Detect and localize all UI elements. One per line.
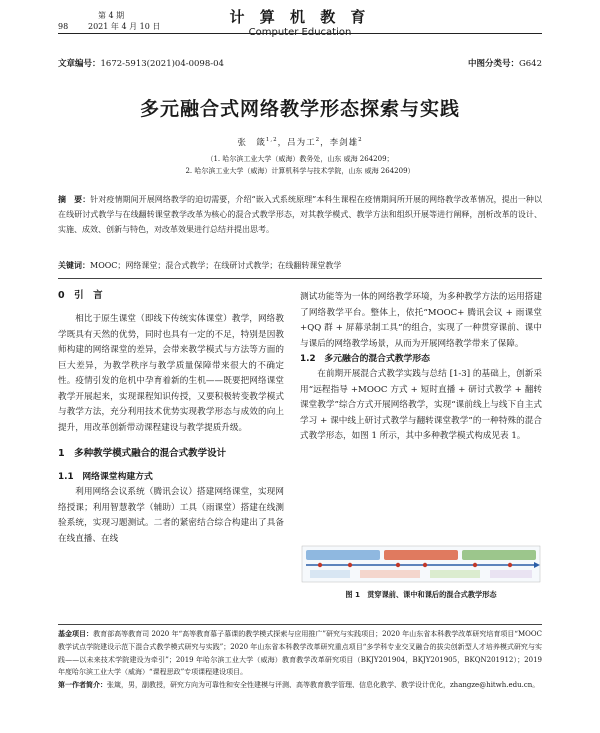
author-3: ，李剑雄 xyxy=(320,138,359,148)
figure-1-caption: 图 1 贯穿课前、课中和课后的混合式教学形态 xyxy=(345,590,497,599)
journal-title-en: Computer Education xyxy=(248,27,352,38)
journal-title: 计 算 机 教 育 xyxy=(229,8,371,26)
author-2-affil: 2 xyxy=(315,137,321,144)
affiliation-2: 2. 哈尔滨工业大学（威海）计算机科学与技术学院，山东 威海 264209） xyxy=(185,167,415,175)
abstract-text: 针对疫情期间开展网络教学的迫切需要，介绍“嵌入式系统原理”本科生课程在疫情期间所开展的网络教学改革情况，提出一种以在线研讨式教学与在线翻转课堂教学改革为核心的混合式教学形态，对其教学模式、教学方法和组织开展等进行阐释，剖析改革的设计、实施、成效、创新与特色，对改革效果进行总结并提出思考。 xyxy=(58,195,542,234)
right-column xyxy=(300,290,542,445)
running-header-left xyxy=(58,10,160,32)
author-1-affil: 1,2 xyxy=(265,137,278,144)
article-number-label: 文章编号： xyxy=(58,59,101,69)
article-number-value: 1672-5913(2021)04-0098-04 xyxy=(100,59,224,69)
section-1-1-paragraph: 利用网络会议系统（腾讯会议）搭建网络课堂，实现网络授课；利用智慧教学（辅助）工具（雨课堂）搭建在线测验系统，实现习题测试。二者的紧密结合综合构建出了具备在线直播、在线 xyxy=(58,487,284,544)
page-number: 98 xyxy=(58,22,69,31)
author-2: ，吕为工 xyxy=(277,138,316,148)
post-class-phase-block xyxy=(462,550,536,560)
author-bio-text: 张箴，男，副教授，研究方向为可靠性和安全性建模与评测、高等教育教学管理、信息化教学、教学设计优化，zhangze@hitwh.edu.cn。 xyxy=(107,681,540,690)
funding-text: 教育部高等教育司 2020 年“高等教育慕子慕课的教学模式探索与应用推广”研究与实践项目；2020 年山东省本科教学改革研究培育项目“MOOC 教学试点学院建设示范下混合式教学模式研究与实践”；2020 年山东省本科教学改革研究重点项目“多学科专业交叉融合的拔尖创新型人才培养模式研究与实践——以未来技术学院建设为牵引”；2019 年哈尔滨工业大学（威海）教育教学改革研究项目（BKJY201904，BKJY201905，BKQN201912）；2019 年度哈尔滨工业大学（威海）“课程思政”专项课程建设项目。 xyxy=(58,630,542,677)
classification-number xyxy=(468,57,542,69)
keywords-label: 关键词： xyxy=(58,261,90,270)
figure-1-diagram xyxy=(300,544,542,584)
section-1-2-paragraph: 在前期开展混合式教学实践与总结 [1-3] 的基础上，创新采用“远程指导 +MOOC 方式 + 短时直播 + 研讨式教学 + 翻转课堂教学”综合方式开展网络教学，实现“课前线上与线下自主式学习 + 课中线上研讨式教学与翻转课堂教学”的一种特殊的混合式教学形态，如图 1 所示，其中多种教学模式构成见表 1。 xyxy=(300,369,542,441)
keywords-rule xyxy=(58,278,542,279)
article-number xyxy=(58,57,224,69)
footnote-rule xyxy=(58,624,542,625)
section-0-heading: 0 引 言 xyxy=(58,290,103,301)
classification-label: 中图分类号： xyxy=(467,59,519,69)
section-1-heading: 1 多种教学模式融合的混合式教学设计 xyxy=(58,448,227,459)
footnotes xyxy=(58,628,542,692)
section-1-1-heading: 1.1 网络课堂构建方式 xyxy=(58,472,153,482)
author-bio-note xyxy=(58,679,542,692)
affiliation-1: （1. 哈尔滨工业大学（威海）教务处，山东 威海 264209； xyxy=(206,155,394,163)
issue-number: 第 4 期 xyxy=(98,11,125,20)
keywords-text: MOOC；网络课堂；混合式教学；在线研讨式教学；在线翻转课堂教学 xyxy=(90,261,342,270)
funding-label: 基金项目： xyxy=(58,630,94,638)
author-1: 张 箴 xyxy=(237,138,266,148)
pre-class-phase-block xyxy=(306,550,380,560)
affiliations xyxy=(58,153,542,177)
figure-1 xyxy=(300,544,542,584)
in-class-phase-block xyxy=(384,550,458,560)
abstract xyxy=(58,192,542,237)
paper-title: 多元融合式网络教学形态探索与实践 xyxy=(139,98,460,120)
funding-note xyxy=(58,628,542,679)
section-0-paragraph: 相比于原生课堂（即线下传统实体课堂）教学，网络教学既具有天然的优势，同时也具有一定的不足，特别是因教师构建的网络课堂的差异，会带来教学模式与方法等方面的巨大差异，为教学秩序与教学质量保障带来很大的不确定性。疫情引发的危机中孕育着新的生机——既要把网络课堂教学开展起来，实现课程知识传授，又要积极转变教学模式与教学方法，充分利用技术优势实现教学形态与成效的向上提升，用改革创新带动课程建设与教学提质升级。 xyxy=(58,314,284,433)
keywords xyxy=(58,259,542,272)
author-bio-label: 第一作者简介： xyxy=(58,681,107,690)
classification-value: G642 xyxy=(518,59,542,69)
abstract-label: 摘 要： xyxy=(58,195,91,204)
section-1-2-heading: 1.2 多元融合的混合式教学形态 xyxy=(300,354,430,364)
left-column xyxy=(58,288,284,547)
continued-paragraph: 测试功能等为一体的网络教学环境，为多种教学方法的运用搭建了网络教学平台。整体上，依托“MOOC+ 腾讯会议 + 雨课堂 +QQ 群 + 屏幕录制工具”的组合，实现了一种贯穿课前、课中与课后的网络教学场景，从而为开展网络教学带来了保障。 xyxy=(300,292,542,349)
publication-date: 2021 年 4 月 10 日 xyxy=(88,22,161,31)
author-3-affil: 2 xyxy=(358,137,363,144)
author-list xyxy=(58,136,542,148)
header-rule xyxy=(58,33,542,34)
